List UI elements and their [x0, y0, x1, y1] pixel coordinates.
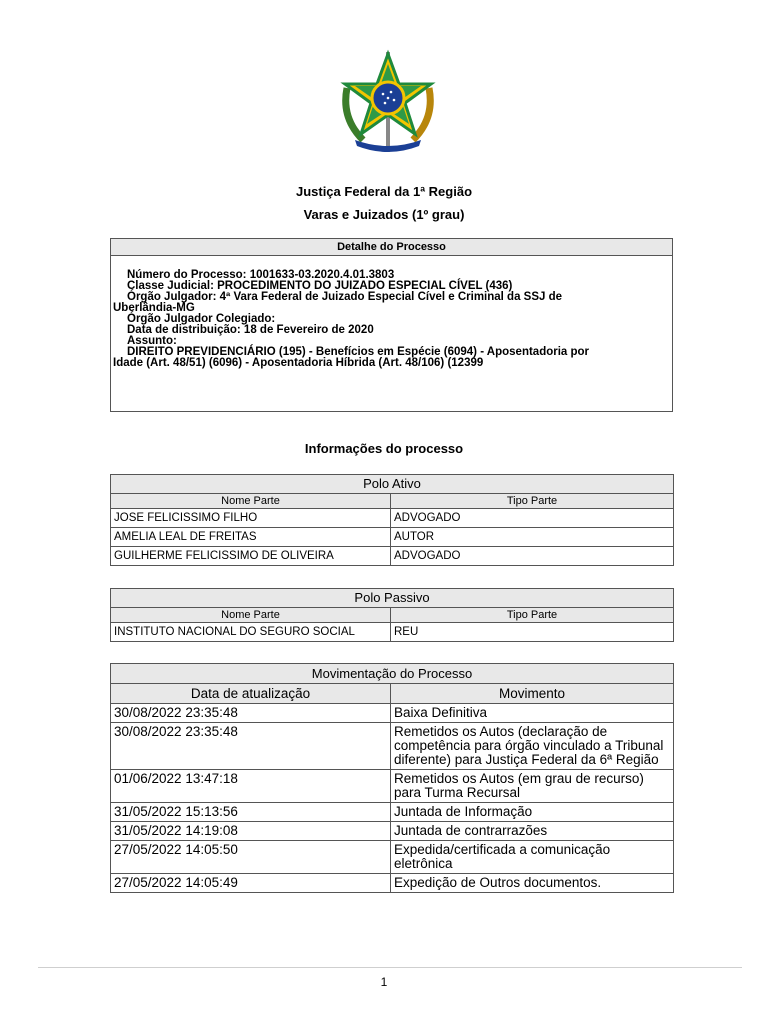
movement-text: Expedição de Outros documentos. — [391, 874, 674, 893]
movement-text: Baixa Definitiva — [391, 704, 674, 723]
col-party-name: Nome Parte — [111, 494, 391, 509]
table-row — [111, 841, 674, 874]
movement-text: Expedida/certificada a comunicação eletrônica — [391, 841, 674, 874]
movements-title: Movimentação do Processo — [111, 664, 674, 684]
judicial-class: Classe Judicial: PROCEDIMENTO DO JUIZADO ESPECIAL CÍVEL (436) — [127, 280, 513, 292]
judging-body: Órgão Julgador: 4ª Vara Federal de Juizado Especial Cível e Criminal da SSJ de — [127, 291, 563, 303]
court-level: Varas e Juizados (1º grau) — [303, 207, 465, 222]
collegiate-body: Órgão Julgador Colegiado: — [127, 313, 276, 325]
process-detail-title: Detalhe do Processo — [111, 239, 672, 256]
table-row — [111, 704, 674, 723]
subject-text-cont: Idade (Art. 48/51) (6096) - Aposentadoria Híbrida (Art. 48/106) (12399 — [113, 357, 484, 369]
footer-divider — [38, 967, 742, 968]
passive-party-title: Polo Passivo — [111, 589, 674, 608]
movement-date: 01/06/2022 13:47:18 — [111, 770, 391, 803]
table-row — [111, 770, 674, 803]
process-number: Número do Processo: 1001633-03.2020.4.01.3803 — [127, 269, 395, 281]
movement-text: Juntada de Informação — [391, 803, 674, 822]
party-type: REU — [391, 623, 674, 642]
coat-of-arms-emblem — [333, 48, 443, 156]
movements-table — [110, 663, 674, 893]
col-party-type: Tipo Parte — [391, 608, 674, 623]
table-row — [111, 528, 674, 547]
movement-date: 30/08/2022 23:35:48 — [111, 704, 391, 723]
table-row — [111, 803, 674, 822]
table-row — [111, 822, 674, 841]
process-detail-box — [110, 238, 673, 412]
table-row — [111, 623, 674, 642]
table-row — [111, 547, 674, 566]
party-name: JOSE FELICISSIMO FILHO — [111, 509, 391, 528]
party-name: INSTITUTO NACIONAL DO SEGURO SOCIAL — [111, 623, 391, 642]
party-type: ADVOGADO — [391, 509, 674, 528]
movement-date: 27/05/2022 14:05:50 — [111, 841, 391, 874]
table-row — [111, 509, 674, 528]
court-title: Justiça Federal da 1ª Região — [295, 184, 473, 199]
active-party-table — [110, 474, 674, 566]
passive-party-table — [110, 588, 674, 642]
process-info-title: Informações do processo — [304, 441, 464, 456]
table-row — [111, 723, 674, 770]
col-party-type: Tipo Parte — [391, 494, 674, 509]
party-type: ADVOGADO — [391, 547, 674, 566]
col-movement: Movimento — [391, 684, 674, 704]
subject-label: Assunto: — [127, 335, 177, 347]
movement-date: 31/05/2022 15:13:56 — [111, 803, 391, 822]
col-update-date: Data de atualização — [111, 684, 391, 704]
col-party-name: Nome Parte — [111, 608, 391, 623]
party-name: AMELIA LEAL DE FREITAS — [111, 528, 391, 547]
movement-date: 31/05/2022 14:19:08 — [111, 822, 391, 841]
page-number: 1 — [380, 975, 388, 989]
active-party-title: Polo Ativo — [111, 475, 674, 494]
party-type: AUTOR — [391, 528, 674, 547]
movement-text: Juntada de contrarrazões — [391, 822, 674, 841]
distribution-date: Data de distribuição: 18 de Fevereiro de 2020 — [127, 324, 374, 336]
movement-text: Remetidos os Autos (em grau de recurso) para Turma Recursal — [391, 770, 674, 803]
movement-text: Remetidos os Autos (declaração de competência para órgão vinculado a Tribunal diferente) para Justiça Federal da 6ª Região — [391, 723, 674, 770]
movement-date: 27/05/2022 14:05:49 — [111, 874, 391, 893]
table-row — [111, 874, 674, 893]
judging-body-cont: Uberlândia-MG — [113, 302, 195, 314]
movement-date: 30/08/2022 23:35:48 — [111, 723, 391, 770]
party-name: GUILHERME FELICISSIMO DE OLIVEIRA — [111, 547, 391, 566]
subject-text: DIREITO PREVIDENCIÁRIO (195) - Benefícios em Espécie (6094) - Aposentadoria por — [127, 346, 590, 358]
